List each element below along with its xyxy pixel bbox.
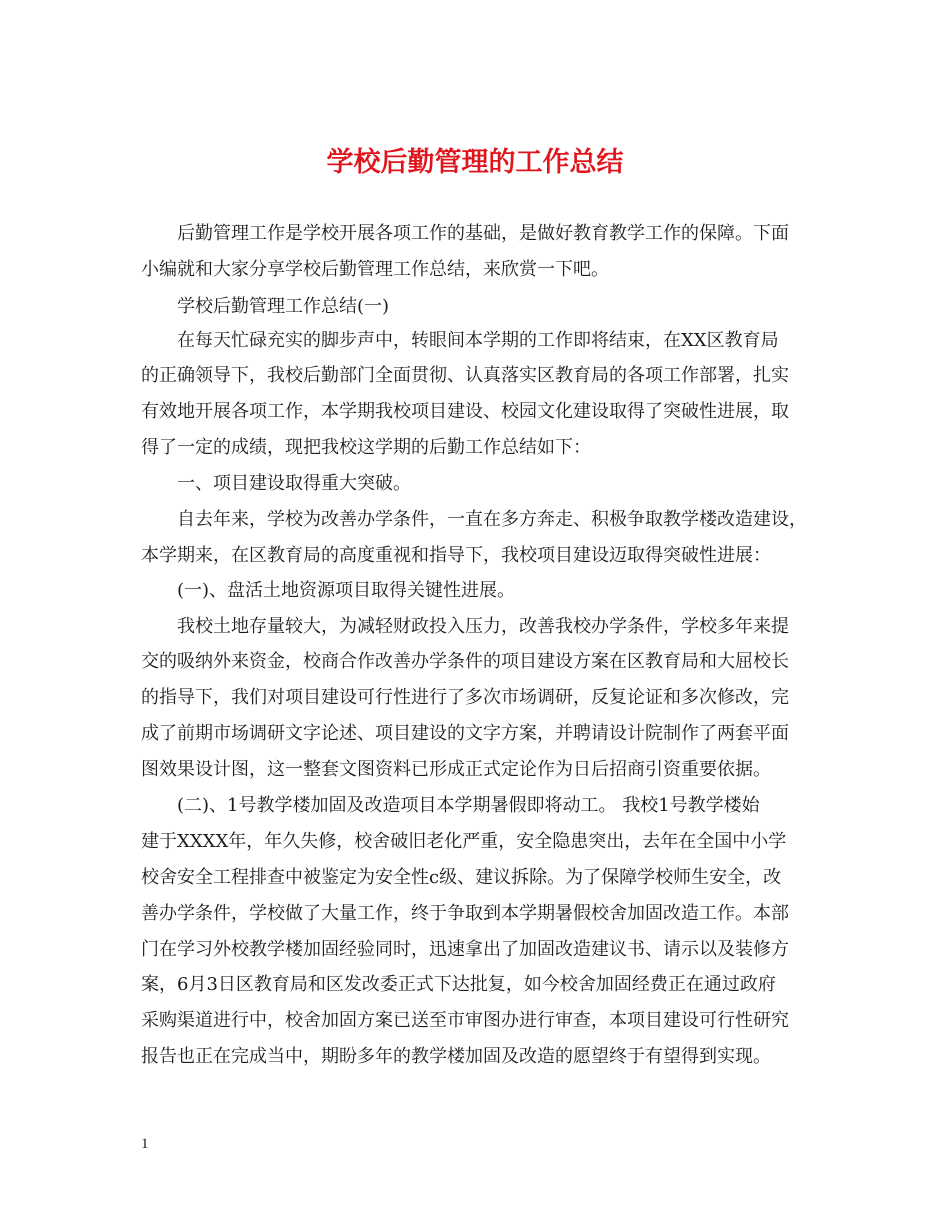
- body-line: 门在学习外校教学楼加固经验同时，迅速拿出了加固改造建议书、请示以及装修方: [141, 939, 789, 960]
- body-line: 案，6月3日区教育局和区发改委正式下达批复，如今校舍加固经费正在通过政府: [141, 974, 776, 995]
- section-heading: 学校后勤管理工作总结(一): [177, 296, 390, 317]
- body-line: 校舍安全工程排查中被鉴定为安全性c级、建议拆除。为了保障学校师生安全，改: [141, 867, 782, 888]
- body-line: 我校土地存量较大，为减轻财政投入压力，改善我校办学条件，学校多年来提: [177, 616, 789, 637]
- body-line: 有效地开展各项工作，本学期我校项目建设、校园文化建设取得了突破性进展，取: [141, 401, 789, 422]
- body-line: 报告也正在完成当中，期盼多年的教学楼加固及改造的愿望终于有望得到实现。: [141, 1046, 771, 1067]
- body-line: 的指导下，我们对项目建设可行性进行了多次市场调研，反复论证和多次修改，完: [141, 687, 789, 708]
- body-line: 成了前期市场调研文字论述、项目建设的文字方案，并聘请设计院制作了两套平面: [141, 723, 789, 744]
- body-line: 交的吸纳外来资金，校商合作改善办学条件的项目建设方案在区教育局和大屈校长: [141, 651, 789, 672]
- body-line: 在每天忙碌充实的脚步声中，转眼间本学期的工作即将结束，在XX区教育局: [177, 330, 779, 351]
- section-heading: (一)、盘活土地资源项目取得关键性进展。: [177, 580, 516, 601]
- page-number: 1: [141, 1136, 149, 1152]
- body-line: 善办学条件，学校做了大量工作，终于争取到本学期暑假校舍加固改造工作。本部: [141, 903, 789, 924]
- body-line: 建于XXXX年，年久失修，校舍破旧老化严重，安全隐患突出，去年在全国中小学: [141, 831, 787, 852]
- body-line: 得了一定的成绩，现把我校这学期的后勤工作总结如下：: [141, 437, 591, 458]
- body-line: 小编就和大家分享学校后勤管理工作总结，来欣赏一下吧。: [141, 259, 609, 280]
- body-line: 的正确领导下，我校后勤部门全面贯彻、认真落实区教育局的各项工作部署，扎实: [141, 365, 789, 386]
- body-line: 后勤管理工作是学校开展各项工作的基础，是做好教育教学工作的保障。下面: [177, 223, 789, 244]
- section-heading: 一、项目建设取得重大突破。: [177, 473, 411, 494]
- body-line: 采购渠道进行中，校舍加固方案已送至市审图办进行审查，本项目建设可行性研究: [141, 1010, 789, 1031]
- body-line: 本学期来，在区教育局的高度重视和指导下，我校项目建设迈取得突破性进展：: [141, 545, 771, 566]
- section-heading: (二)、1号教学楼加固及改造项目本学期暑假即将动工。 我校1号教学楼始: [177, 795, 760, 816]
- page-title: 学校后勤管理的工作总结: [326, 147, 624, 178]
- body-line: 自去年来，学校为改善办学条件，一直在多方奔走、积极争取教学楼改造建设，: [177, 509, 807, 530]
- body-line: 图效果设计图，这一整套文图资料已形成正式定论作为日后招商引资重要依据。: [141, 759, 771, 780]
